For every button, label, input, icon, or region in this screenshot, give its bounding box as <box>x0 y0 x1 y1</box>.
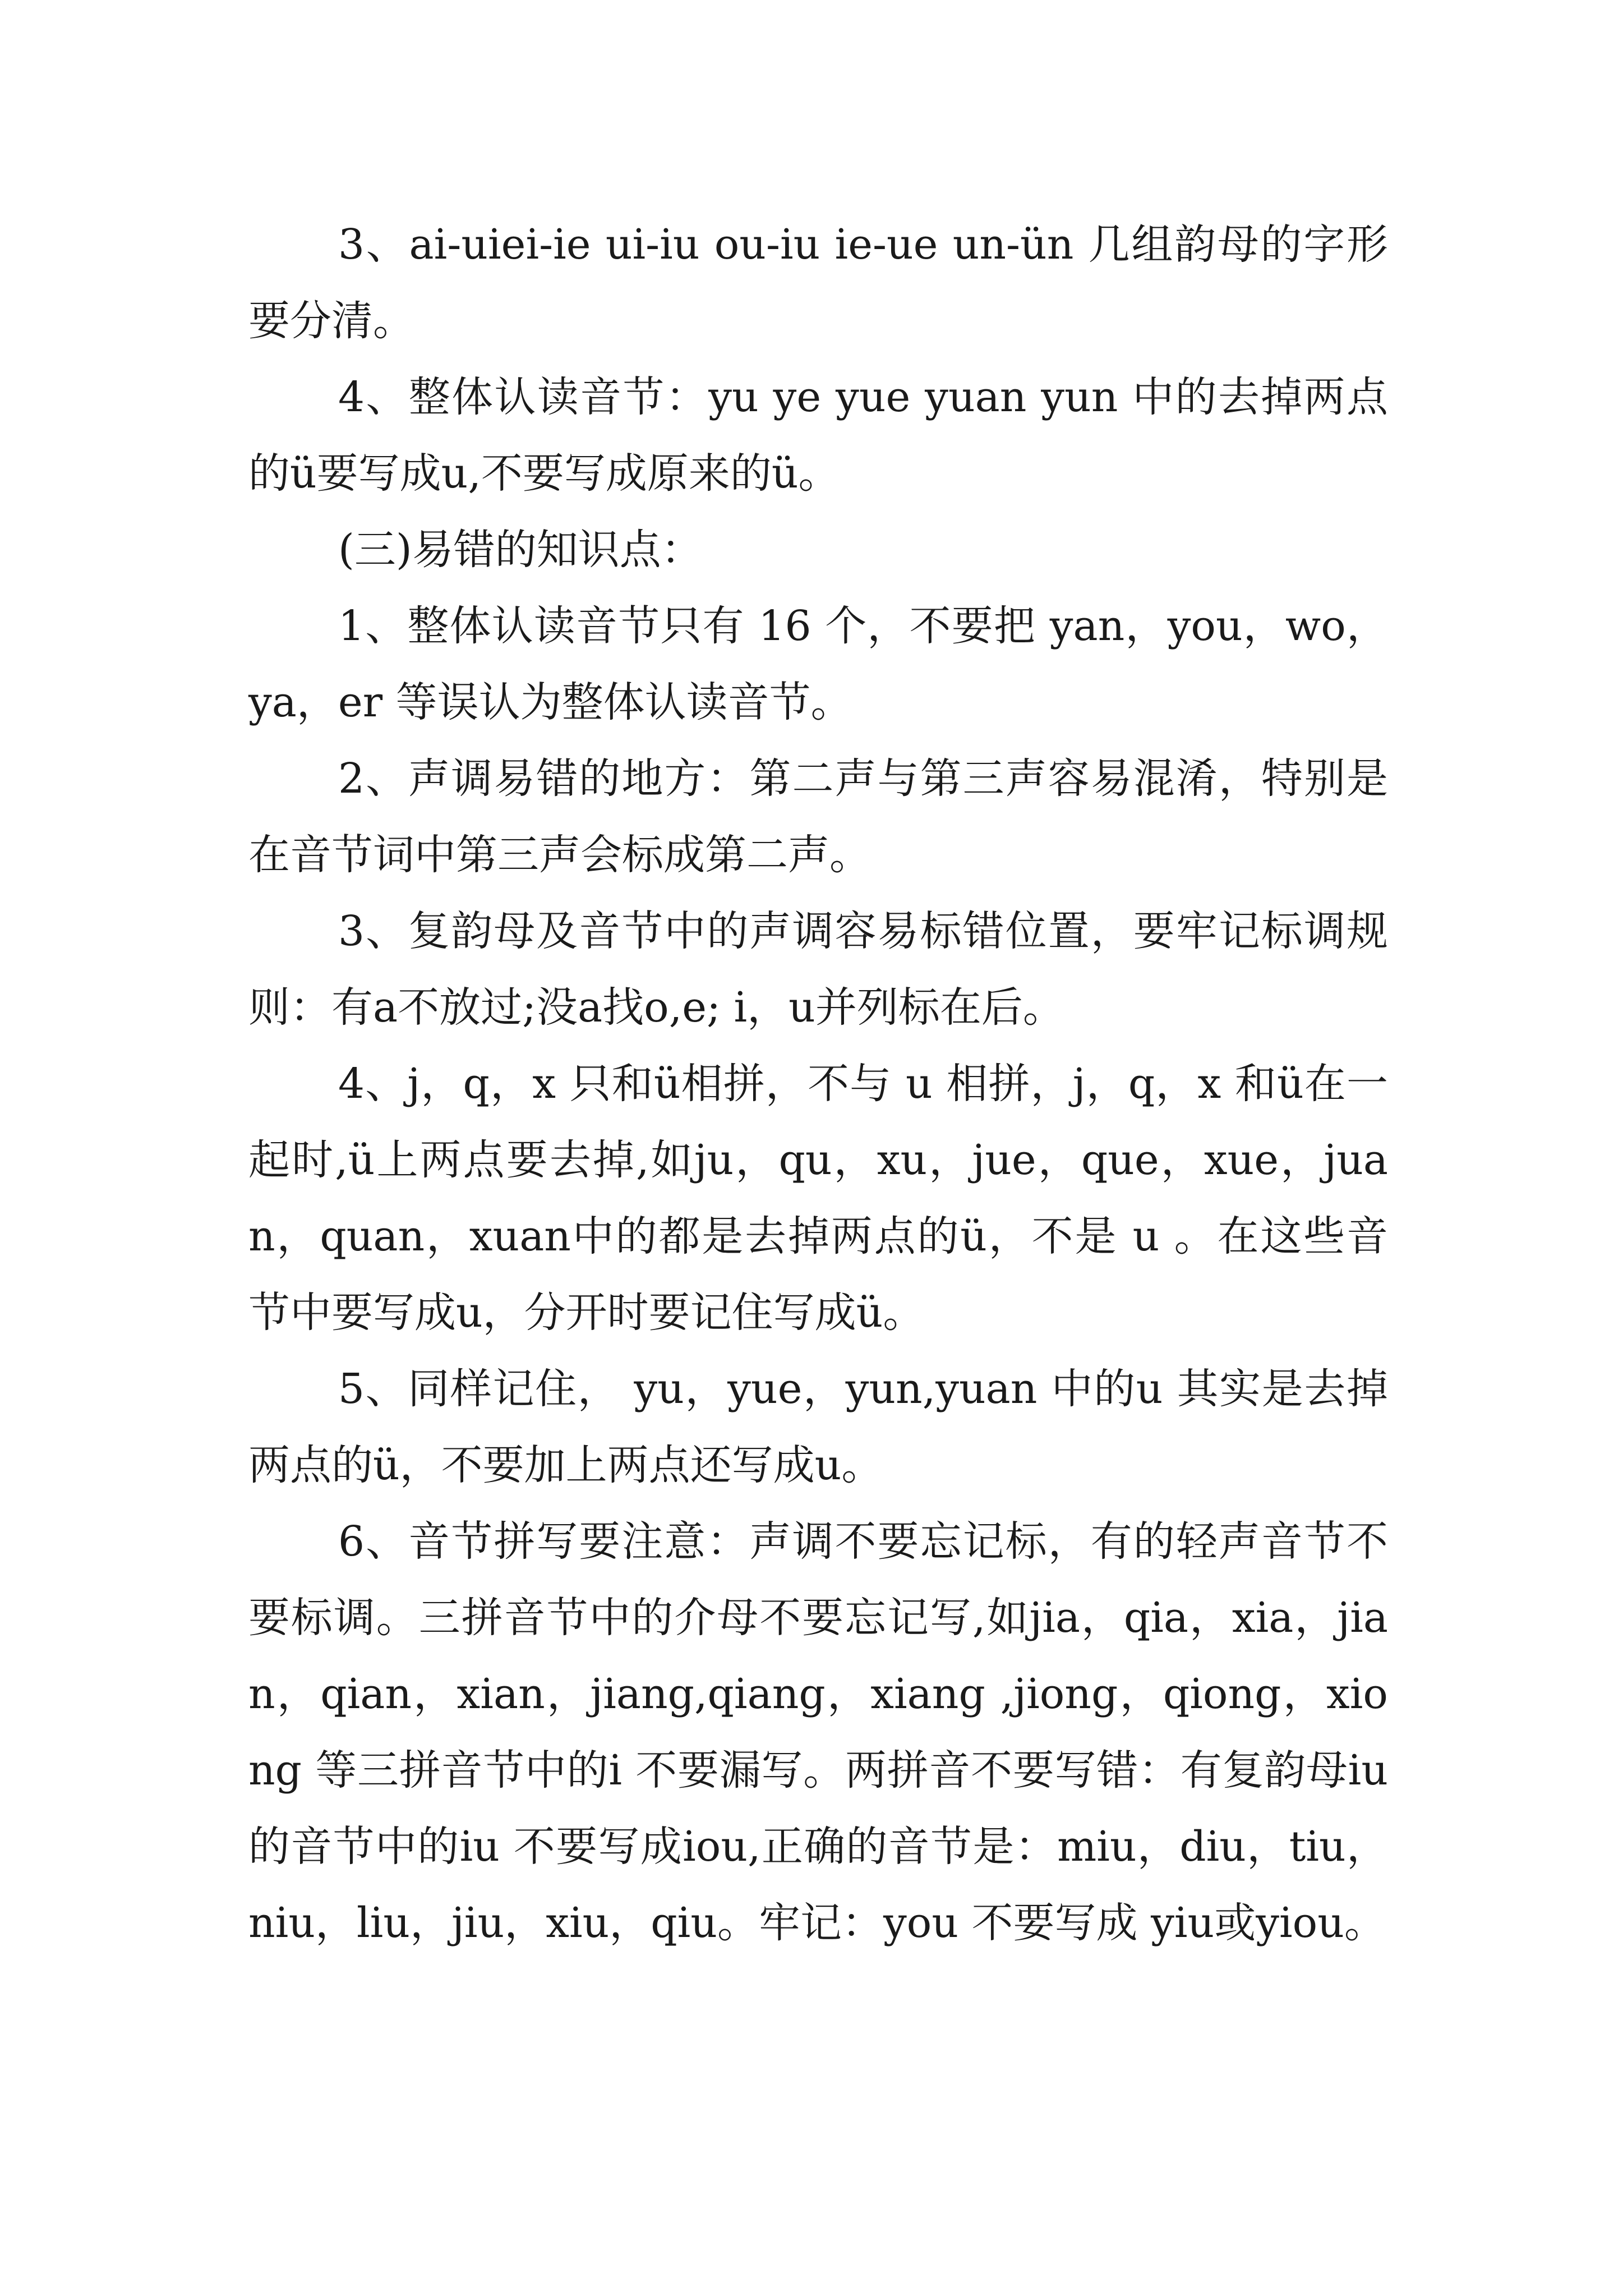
paragraph-whole-syllables: 4、整体认读音节：yu ye yue yuan yun 中的去掉两点的ü要写成u,不要写成原来的ü。 <box>248 373 1388 498</box>
paragraph-rhyme-groups: 3、ai-uiei-ie ui-iu ou-iu ie-ue un-ün 几组韵母的字形要分清。 <box>248 220 1388 345</box>
paragraph-point-3: 3、复韵母及音节中的声调容易标错位置，要牢记标调规则：有a不放过;没a找o,e; i，u并列标在后。 <box>248 907 1388 1032</box>
paragraph-point-6: 6、音节拼写要注意：声调不要忘记标，有的轻声音节不要标调。三拼音节中的介母不要忘记写,如jia，qia，xia，jian，qian，xian，jiang,qiang，xiang ,jiong，qiong，xiong 等三拼音节中的i 不要漏写。两拼音不要写错：有复韵母iu 的音节中的iu 不要写成iou,正确的音节是：miu，diu，tiu，niu，liu，jiu，xiu，qiu。牢记：you 不要写成 yiu或yiou。 <box>248 1517 1388 1947</box>
paragraph-point-5: 5、同样记住， yu，yue，yun,yuan 中的u 其实是去掉两点的ü，不要加上两点还写成u。 <box>248 1365 1388 1489</box>
document-body <box>248 206 1388 1961</box>
paragraph-point-4: 4、j，q，x 只和ü相拼，不与 u 相拼，j，q，x 和ü在一起时,ü上两点要去掉,如ju，qu，xu，jue，que，xue，juan，quan，xuan中的都是去掉两点的ü，不是 u 。在这些音节中要写成u，分开时要记住写成ü。 <box>248 1060 1388 1337</box>
paragraph-point-1: 1、整体认读音节只有 16 个，不要把 yan，you，wo，ya，er 等误认为整体认读音节。 <box>248 602 1388 726</box>
section-heading-error-prone: (三)易错的知识点： <box>338 526 703 574</box>
paragraph-point-2: 2、声调易错的地方：第二声与第三声容易混淆，特别是在音节词中第三声会标成第二声。 <box>248 754 1388 879</box>
